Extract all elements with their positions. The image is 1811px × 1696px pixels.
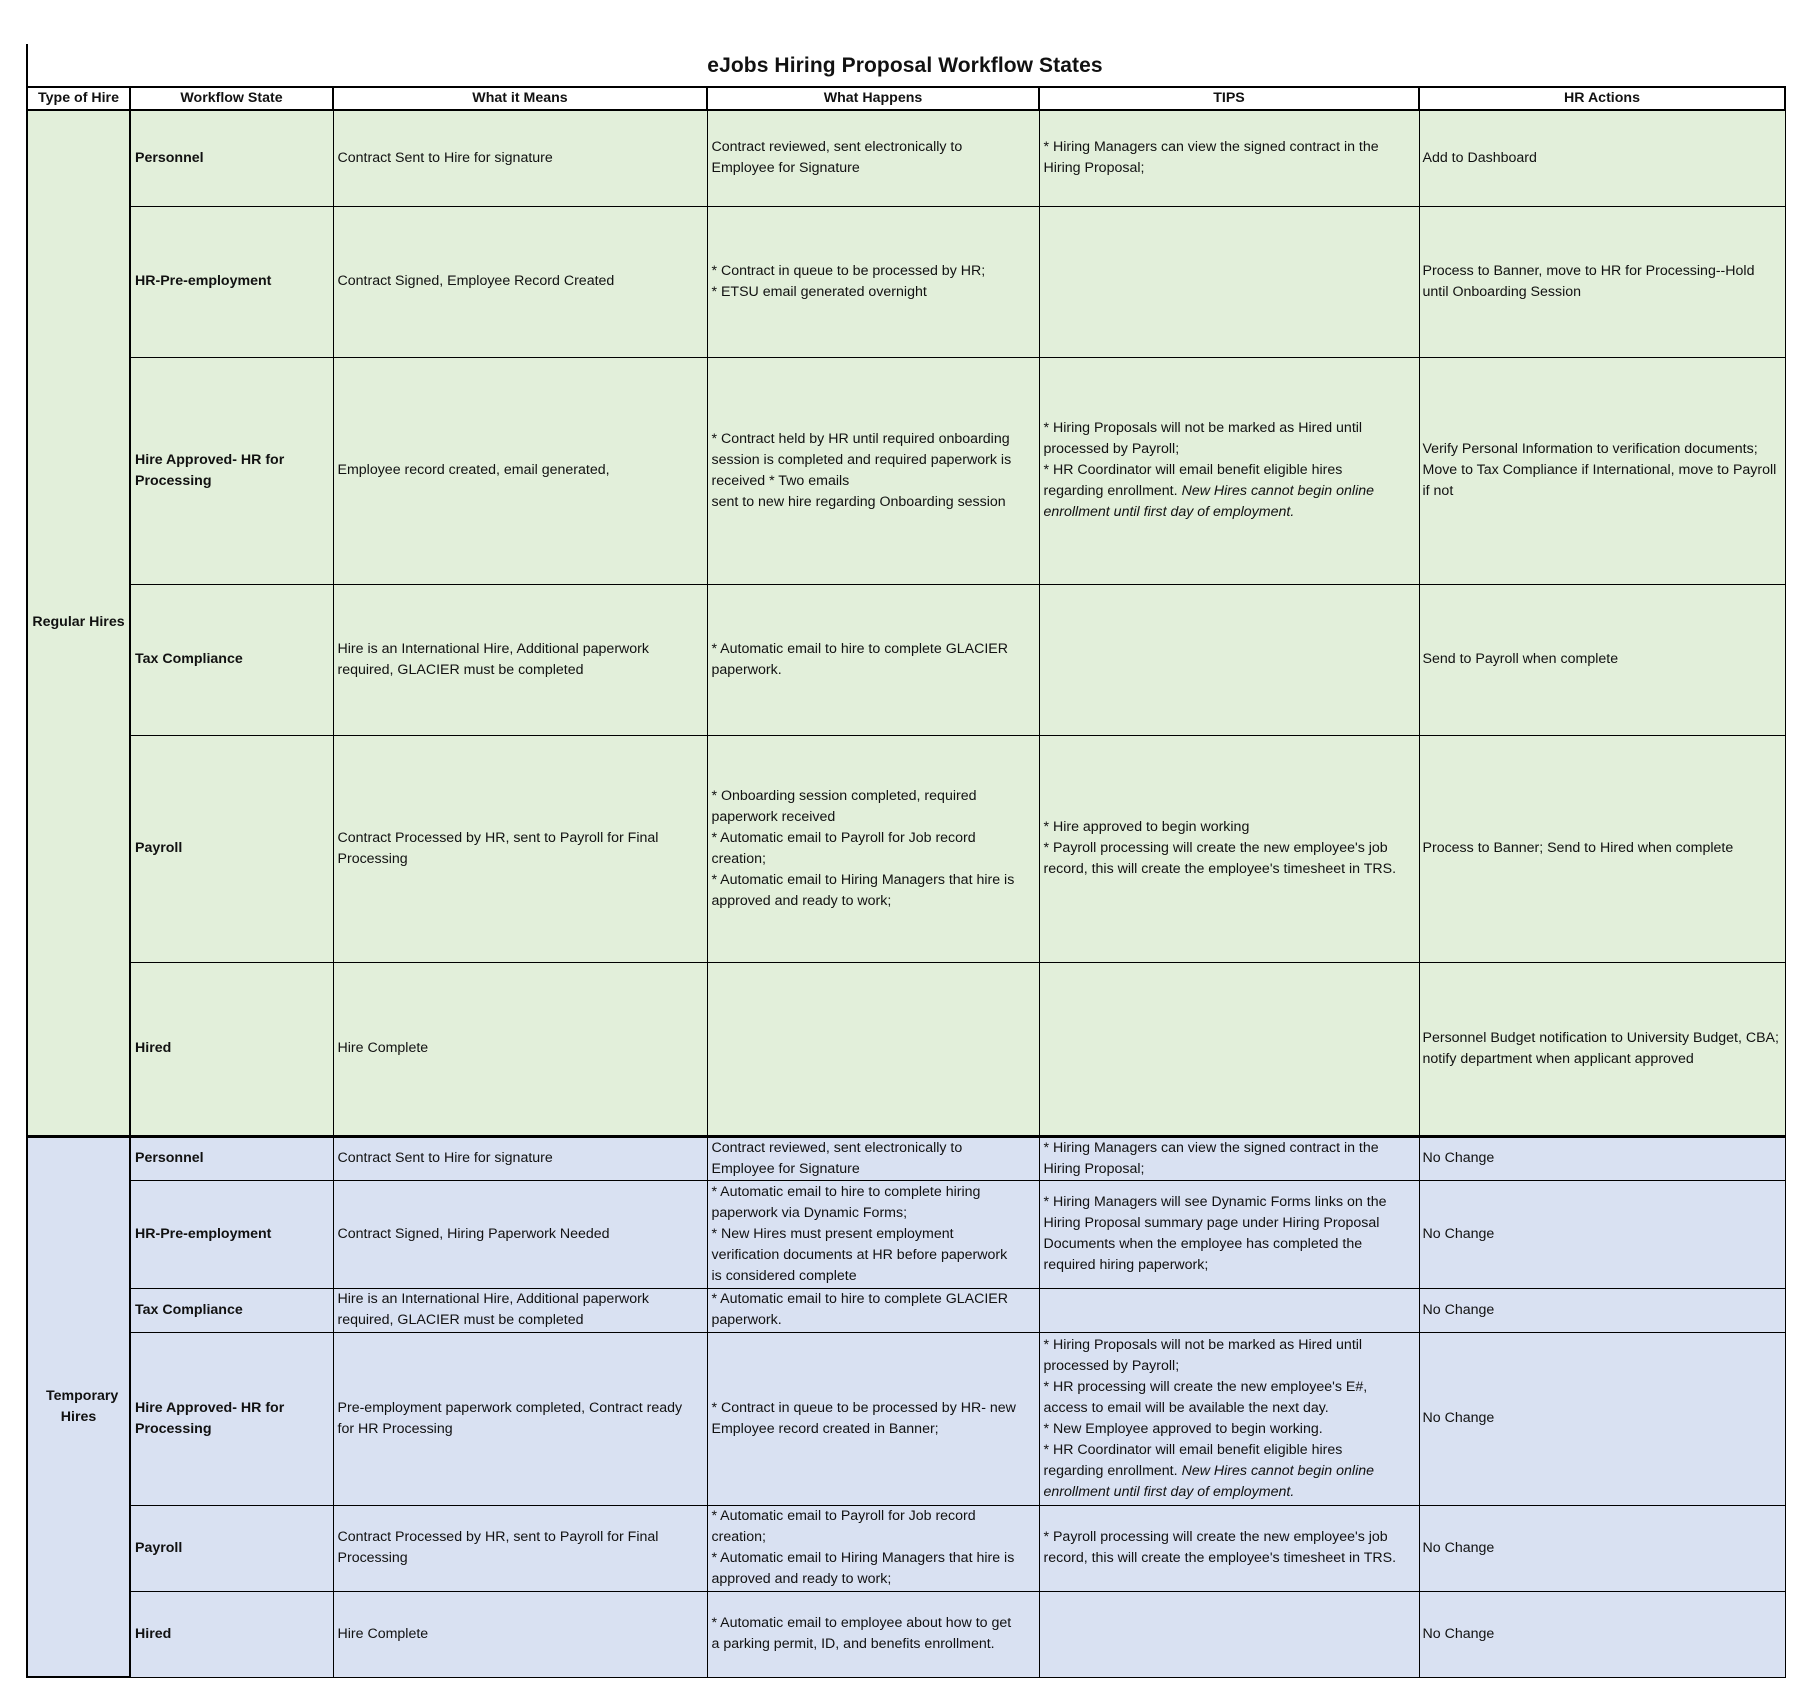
text-line: * Payroll processing will create the new employee's job (1043, 1529, 1388, 1545)
text-line: verification documents at HR before paperwork (711, 1246, 1008, 1263)
text-line: paperwork. (711, 661, 782, 678)
tips (1039, 962, 1419, 1136)
what-happens (707, 1288, 1039, 1332)
text-line: Contract reviewed, sent electronically to (711, 139, 963, 156)
hr-actions: Send to Payroll when complete (1419, 584, 1785, 735)
what-it-means: Contract Sent to Hire for signature (333, 110, 707, 206)
italic-note: New Hires cannot begin online (1181, 1462, 1375, 1479)
what-it-means: Employee record created, email generated, (333, 357, 707, 584)
text-line: paperwork received (711, 808, 836, 825)
text-line: Hiring Proposal; (1043, 1160, 1145, 1177)
what-it-means: Contract Signed, Hiring Paperwork Needed (333, 1180, 707, 1288)
workflow-state: Hired (130, 962, 333, 1136)
text-line: regarding enrollment. (1043, 483, 1178, 499)
text-line: is considered complete (711, 1267, 857, 1284)
text-line: approved and ready to work; (711, 892, 892, 909)
what-it-means: Hire Complete (333, 1591, 707, 1677)
regular-hires-label: Regular Hires (27, 110, 130, 1136)
what-it-means: Hire is an International Hire, Additional paperwork required, GLACIER must be completed (333, 1288, 707, 1332)
temporary-row (27, 1505, 1785, 1591)
regular-row (27, 584, 1785, 735)
header-type-of-hire: Type of Hire (27, 87, 130, 110)
what-it-means: Hire is an International Hire, Additional paperwork required, GLACIER must be completed (333, 584, 707, 735)
what-happens (707, 584, 1039, 735)
text-line: * Hiring Managers will see Dynamic Forms links on the (1043, 1194, 1387, 1210)
text-line: * Hiring Proposals will not be marked as Hired until (1043, 420, 1363, 436)
what-happens (707, 1136, 1039, 1180)
temporary-row (27, 1136, 1785, 1180)
text-line: sent to new hire regarding Onboarding session (711, 493, 1006, 510)
text-line: record, this will create the employee's timesheet in TRS. (1043, 1550, 1397, 1566)
what-happens (707, 357, 1039, 584)
text-line: session is completed and required paperwork is (711, 451, 1012, 468)
what-it-means: Contract Processed by HR, sent to Payroll for Final Processing (333, 1505, 707, 1591)
tips (1039, 1505, 1419, 1591)
text-line: * Automatic email to Hiring Managers that hire is (711, 871, 1015, 888)
text-line: Hiring Proposal; (1043, 160, 1145, 177)
text-line: regarding enrollment. (1043, 1462, 1178, 1479)
what-it-means: Hire Complete (333, 962, 707, 1136)
hr-actions: Process to Banner, move to HR for Processing--Hold until Onboarding Session (1419, 206, 1785, 357)
what-happens (707, 1505, 1039, 1591)
regular-row (27, 735, 1785, 962)
what-happens (707, 1332, 1039, 1505)
text-line: * Contract held by HR until required onboarding (711, 430, 1010, 447)
text-line: * Automatic email to Hiring Managers that hire is (711, 1550, 1015, 1566)
text-line: Employee for Signature (711, 160, 860, 177)
text-line: paperwork via Dynamic Forms; (711, 1204, 908, 1221)
hr-actions: No Change (1419, 1332, 1785, 1505)
text-line: paperwork. (711, 1312, 782, 1328)
hr-actions: No Change (1419, 1136, 1785, 1180)
text-line: approved and ready to work; (711, 1571, 892, 1587)
what-it-means: Pre-employment paperwork completed, Contract ready for HR Processing (333, 1332, 707, 1505)
hr-actions: No Change (1419, 1180, 1785, 1288)
temporary-row (27, 1332, 1785, 1505)
hr-actions: No Change (1419, 1288, 1785, 1332)
hr-actions: Add to Dashboard (1419, 110, 1785, 206)
workflow-sheet (26, 44, 1784, 1678)
tips (1039, 1332, 1419, 1505)
regular-row (27, 962, 1785, 1136)
tips (1039, 357, 1419, 584)
text-line: * New Hires must present employment (711, 1225, 954, 1242)
text-line: * New Employee approved to begin working. (1043, 1420, 1323, 1437)
what-happens (707, 735, 1039, 962)
workflow-state: HR-Pre-employment (130, 206, 333, 357)
what-it-means: Contract Processed by HR, sent to Payroll for Final Processing (333, 735, 707, 962)
text-line: * Automatic email to hire to complete GLACIER (711, 1291, 1008, 1307)
workflow-table (26, 86, 1786, 1678)
text-line: * HR Coordinator will email benefit eligible hires (1043, 462, 1343, 478)
text-line: a parking permit, ID, and benefits enrollment. (711, 1636, 995, 1652)
text-line: * Automatic email to employee about how to get (711, 1615, 1012, 1631)
hr-actions: Process to Banner; Send to Hired when complete (1419, 735, 1785, 962)
temporary-row (27, 1180, 1785, 1288)
header-what-happens: What Happens (707, 87, 1039, 110)
what-happens (707, 110, 1039, 206)
text-line: processed by Payroll; (1043, 441, 1180, 457)
italic-note: enrollment until first day of employment. (1043, 1483, 1295, 1500)
page-title: eJobs Hiring Proposal Workflow States (707, 54, 1103, 77)
text-line: * Contract in queue to be processed by HR- new (711, 1399, 1016, 1416)
header-row (27, 87, 1785, 110)
text-line: creation; (711, 1529, 766, 1545)
workflow-state: Hired (130, 1591, 333, 1677)
text-line: access to email will be available the next day. (1043, 1399, 1329, 1416)
tips (1039, 1180, 1419, 1288)
tips (1039, 735, 1419, 962)
text-line: Documents when the employee has completed the (1043, 1236, 1363, 1252)
hr-actions: Verify Personal Information to verification documents; Move to Tax Compliance if International, move to Payroll if not (1419, 357, 1785, 584)
italic-note: enrollment until first day of employment. (1043, 504, 1295, 520)
what-happens (707, 1591, 1039, 1677)
workflow-state: Hire Approved- HR for Processing (130, 357, 333, 584)
workflow-state: Tax Compliance (130, 1288, 333, 1332)
workflow-state: HR-Pre-employment (130, 1180, 333, 1288)
what-it-means: Contract Signed, Employee Record Created (333, 206, 707, 357)
text-line: * ETSU email generated overnight (711, 283, 927, 300)
text-line: * HR processing will create the new employee's E#, (1043, 1378, 1368, 1395)
header-workflow-state: Workflow State (130, 87, 333, 110)
text-line: * Automatic email to Payroll for Job record (711, 1508, 976, 1524)
text-line: record, this will create the employee's timesheet in TRS. (1043, 861, 1397, 877)
workflow-state: Personnel (130, 110, 333, 206)
temporary-row (27, 1288, 1785, 1332)
text-line: * Automatic email to hire to complete GLACIER (711, 640, 1008, 657)
text-line: * Automatic email to hire to complete hiring (711, 1183, 981, 1200)
regular-row (27, 110, 1785, 206)
workflow-state: Personnel (130, 1136, 333, 1180)
what-happens (707, 1180, 1039, 1288)
workflow-state: Tax Compliance (130, 584, 333, 735)
text-line: * Hiring Managers can view the signed contract in the (1043, 139, 1379, 156)
workflow-state: Payroll (130, 1505, 333, 1591)
text-line: * HR Coordinator will email benefit eligible hires (1043, 1441, 1343, 1458)
regular-row (27, 357, 1785, 584)
text-line: received * Two emails (711, 472, 850, 489)
text-line: Employee for Signature (711, 1160, 860, 1177)
what-happens (707, 962, 1039, 1136)
what-it-means: Contract Sent to Hire for signature (333, 1136, 707, 1180)
regular-row (27, 206, 1785, 357)
text-line: required hiring paperwork; (1043, 1257, 1209, 1273)
text-line: * Onboarding session completed, required (711, 787, 977, 804)
workflow-state: Payroll (130, 735, 333, 962)
text-line: * Hire approved to begin working (1043, 819, 1250, 835)
text-line: * Hiring Proposals will not be marked as Hired until (1043, 1336, 1363, 1353)
text-line: * Hiring Managers can view the signed contract in the (1043, 1139, 1379, 1156)
tips (1039, 584, 1419, 735)
header-what-it-means: What it Means (333, 87, 707, 110)
italic-note: New Hires cannot begin online (1181, 483, 1375, 499)
text-line: * Automatic email to Payroll for Job record (711, 829, 976, 846)
what-happens (707, 206, 1039, 357)
hr-actions: No Change (1419, 1505, 1785, 1591)
text-line: * Contract in queue to be processed by HR; (711, 262, 986, 279)
temporary-hires-label: Temporary Hires (27, 1136, 130, 1677)
tips (1039, 1136, 1419, 1180)
hr-actions: Personnel Budget notification to University Budget, CBA; notify department when applicant approved (1419, 962, 1785, 1136)
header-hr-actions: HR Actions (1419, 87, 1785, 110)
hr-actions: No Change (1419, 1591, 1785, 1677)
tips (1039, 1591, 1419, 1677)
text-line: Contract reviewed, sent electronically to (711, 1139, 963, 1156)
temporary-row (27, 1591, 1785, 1677)
text-line: Hiring Proposal summary page under Hiring Proposal (1043, 1215, 1380, 1231)
text-line: * Payroll processing will create the new employee's job (1043, 840, 1388, 856)
tips (1039, 110, 1419, 206)
tips (1039, 1288, 1419, 1332)
text-line: creation; (711, 850, 766, 867)
workflow-body (27, 110, 1785, 1677)
workflow-state: Hire Approved- HR for Processing (130, 1332, 333, 1505)
text-line: Employee record created in Banner; (711, 1420, 939, 1437)
header-tips: TIPS (1039, 87, 1419, 110)
tips (1039, 206, 1419, 357)
text-line: processed by Payroll; (1043, 1357, 1180, 1374)
